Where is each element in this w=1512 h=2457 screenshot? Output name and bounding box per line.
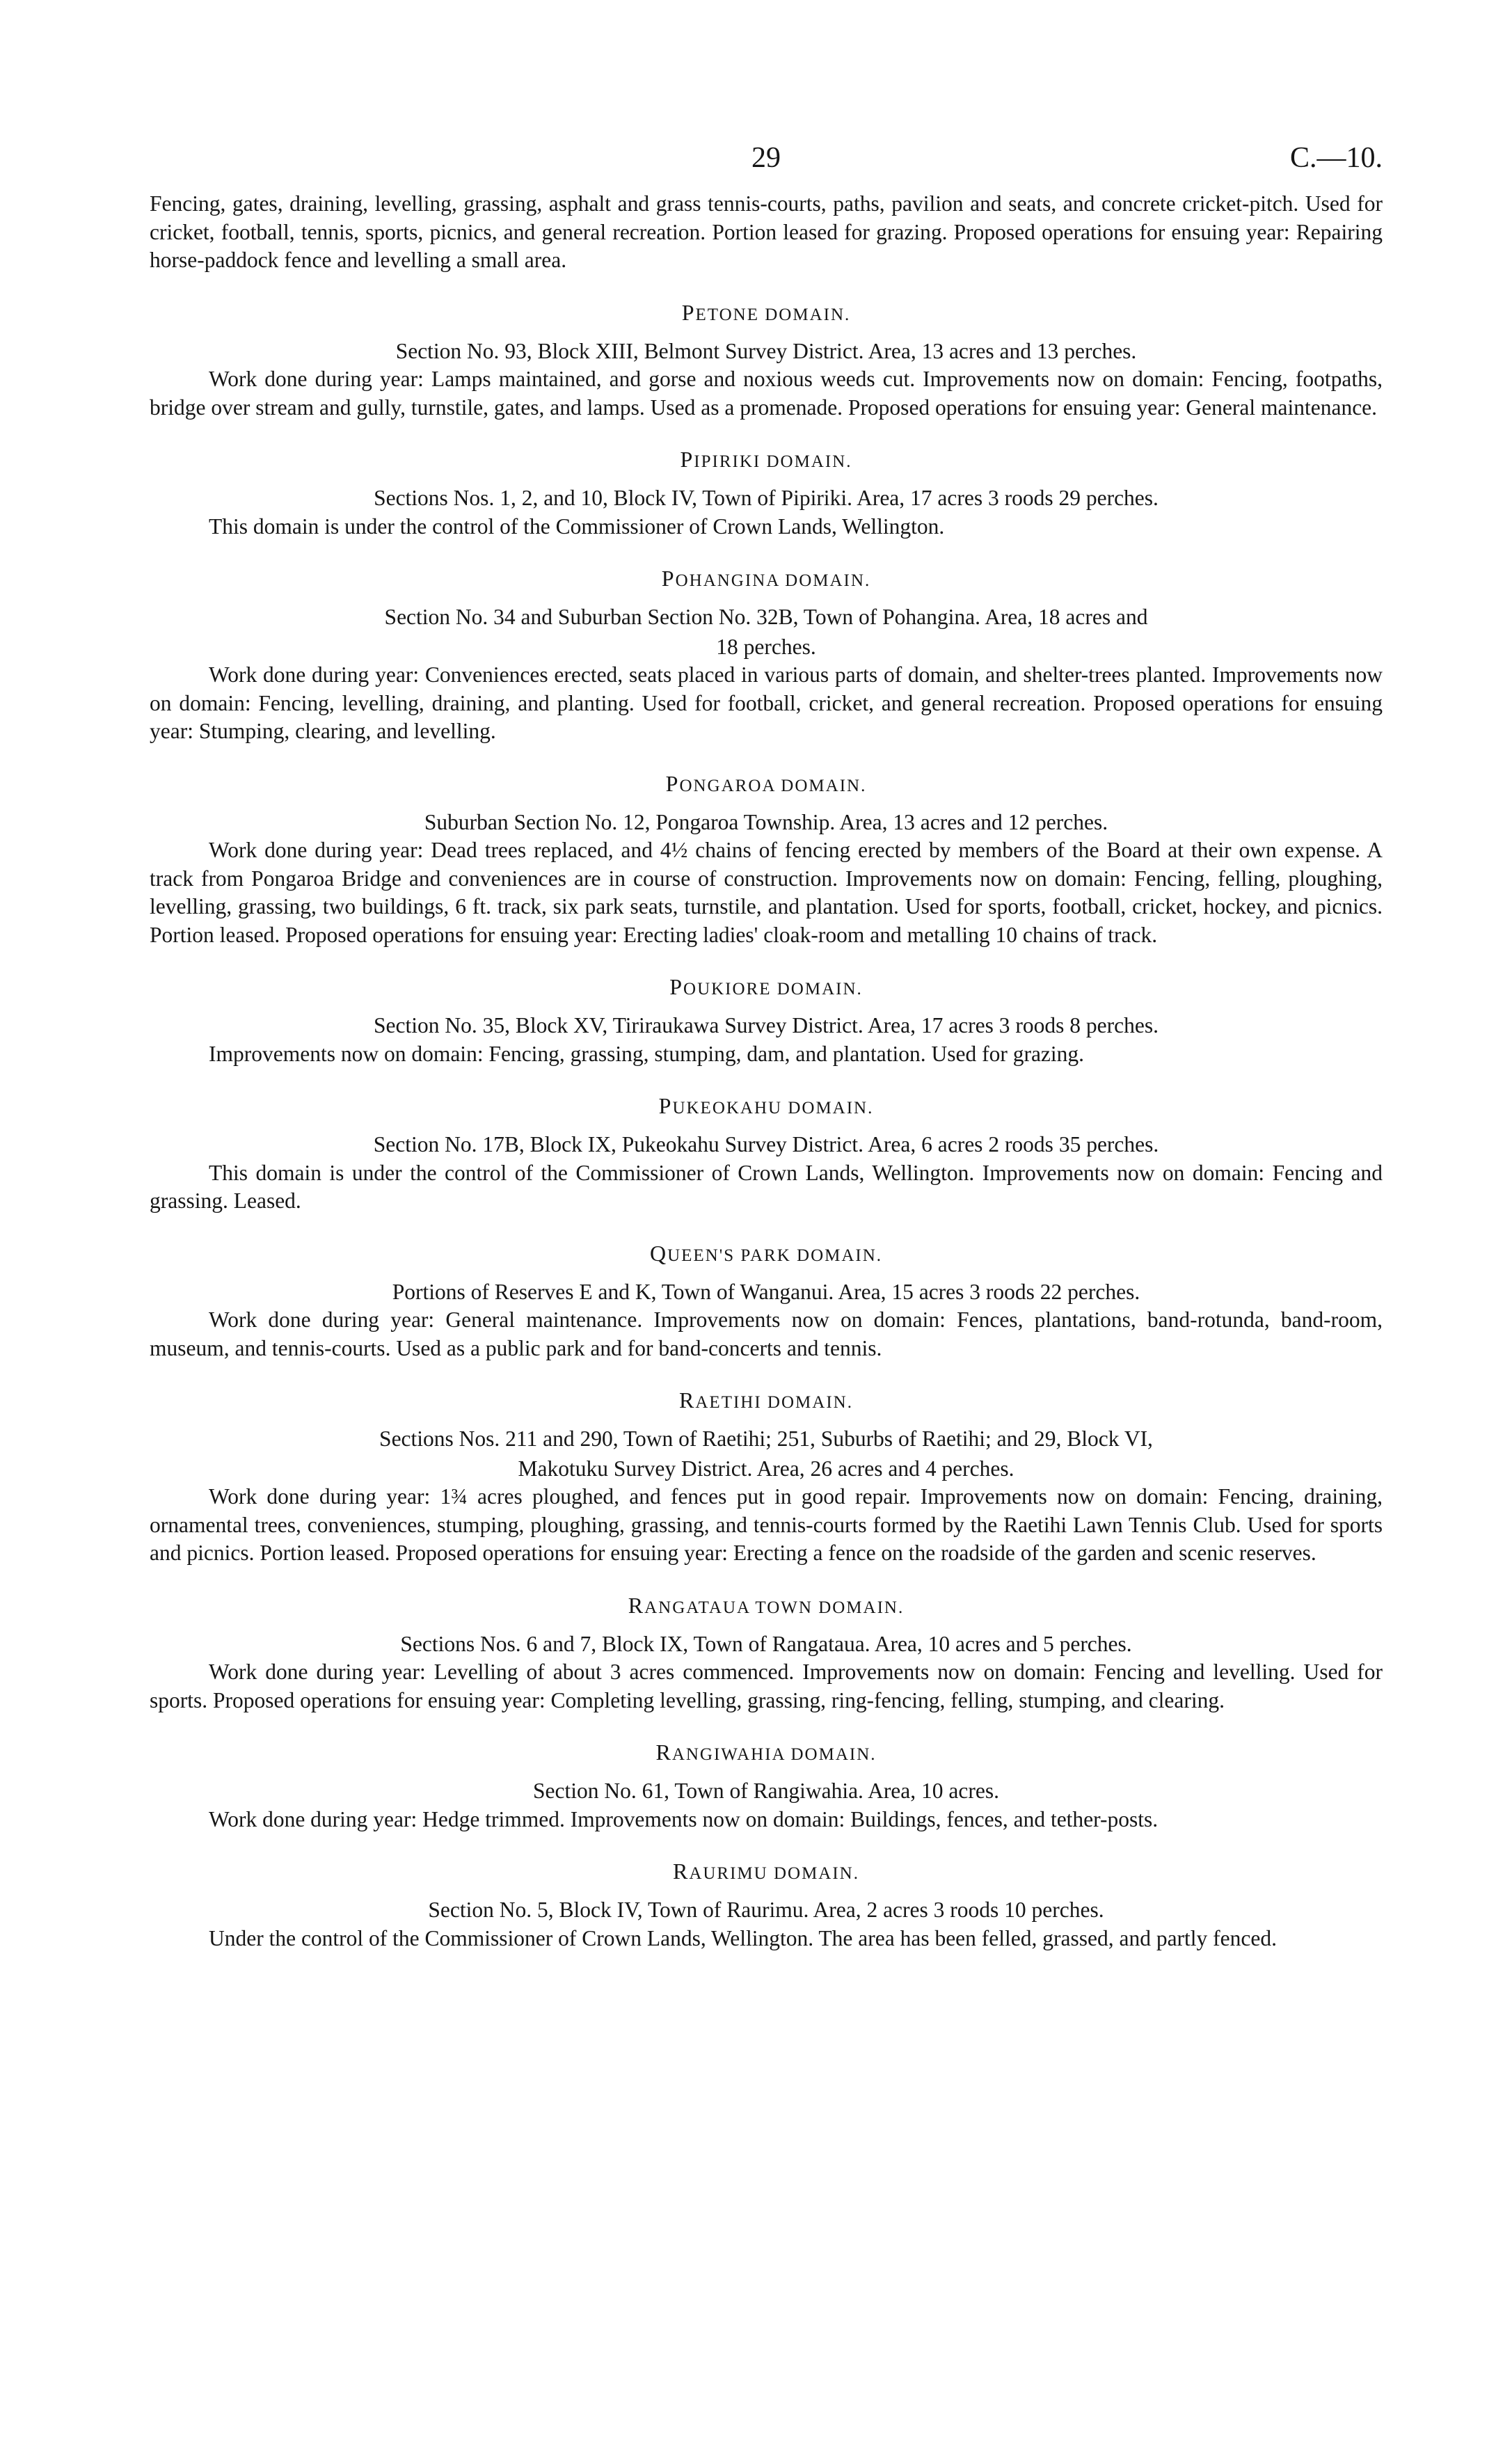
domain-section-rangiwahia: Section No. 61, Town of Rangiwahia. Area, 10 acres. (533, 1779, 999, 1803)
document-page (150, 136, 1383, 2432)
domain-section-cont-raetihi: Makotuku Survey District. Area, 26 acres and 4 perches. (518, 1456, 1014, 1481)
domain-heading-petone: PETONE DOMAIN. (681, 299, 851, 325)
domain-section-raurimu: Section No. 5, Block IV, Town of Raurimu. Area, 2 acres 3 roods 10 perches. (428, 1898, 1104, 1922)
domain-body-rangataua: Work done during year: Levelling of about 3 acres commenced. Improvements now on domain: Fencing and levelling. Used for sports. Proposed operations for ensuing year: Completing levelling, grassing, ring-fencing, felling, stumping, and clearing. (150, 1660, 1383, 1712)
domain-section-poukiore: Section No. 35, Block XV, Tiriraukawa Survey District. Area, 17 acres 3 roods 8 perches. (374, 1013, 1159, 1037)
domain-body-petone: Work done during year: Lamps maintained, and gorse and noxious weeds cut. Improvements now on domain: Fencing, footpaths, bridge over stream and gully, turnstile, gates, and lamps. Used as a promenade. Proposed operations for ensuing year: General maintenance. (150, 367, 1383, 420)
domain-section-pukeokahu: Section No. 17B, Block IX, Pukeokahu Survey District. Area, 6 acres 2 roods 35 perches. (373, 1132, 1159, 1156)
domain-body-queens-park: Work done during year: General maintenance. Improvements now on domain: Fences, plantations, band-rotunda, band-room, museum, and tennis-courts. Used as a public park and for band-concerts and tennis. (150, 1307, 1383, 1360)
document-reference: C.—10. (1289, 142, 1383, 174)
domain-body-pohangina: Work done during year: Conveniences erected, seats placed in various parts of domain, and shelter-trees planted. Improvements now on domain: Fencing, levelling, draining, and planting. Used for football, cricket, and general recreation. Proposed operations for ensuing year: Stumping, clearing, and levelling. (150, 662, 1383, 743)
domain-heading-pipiriki: PIPIRIKI DOMAIN. (680, 447, 852, 472)
domain-section-pohangina: Section No. 34 and Suburban Section No. 32B, Town of Pohangina. Area, 18 acres and (384, 605, 1148, 629)
intro-paragraph: Fencing, gates, draining, levelling, grassing, asphalt and grass tennis-courts, paths, pavilion and seats, and concrete cricket-pitch. Used for cricket, football, tennis, sports, picnics, and general recreation. Portion leased for grazing. Proposed operations for ensuing year: Repairing horse-paddock fence and levelling a small area. (150, 191, 1383, 272)
domain-heading-pongaroa: PONGAROA DOMAIN. (665, 770, 867, 796)
domain-heading-queens-park: QUEEN'S PARK DOMAIN. (649, 1240, 883, 1266)
domain-body-raetihi: Work done during year: 1¾ acres ploughed, and fences put in good repair. Improvements now on domain: Fencing, draining, ornamental trees, conveniences, stumping, ploughing, grassing, and tennis-courts formed by the Raetihi Lawn Tennis Club. Used for sports and picnics. Portion leased. Proposed operations for ensuing year: Erecting a fence on the roadside of the garden and scenic reserves. (150, 1484, 1383, 1565)
domain-body-raurimu: Under the control of the Commissioner of Crown Lands, Wellington. The area has been felled, grassed, and partly fenced. (209, 1925, 1277, 1950)
domain-section-rangataua: Sections Nos. 6 and 7, Block IX, Town of Rangataua. Area, 10 acres and 5 perches. (400, 1631, 1132, 1656)
domain-section-pongaroa: Suburban Section No. 12, Pongaroa Township. Area, 13 acres and 12 perches. (424, 809, 1108, 834)
page-number: 29 (751, 142, 781, 174)
domain-body-pukeokahu: This domain is under the control of the Commissioner of Crown Lands, Wellington. Improvements now on domain: Fencing and grassing. Leased. (150, 1160, 1383, 1213)
domain-heading-rangataua: RANGATAUA TOWN DOMAIN. (628, 1592, 905, 1618)
page-header (150, 136, 1383, 190)
domain-body-pongaroa: Work done during year: Dead trees replaced, and 4½ chains of fencing erected by members of the Board at their own expense. A track from Pongaroa Bridge and conveniences are in course of construction. Improvements now on domain: Fencing, felling, ploughing, levelling, grassing, two buildings, 6 ft. track, six park seats, turnstile, and plantation. Used for sports, football, cricket, hockey, and picnics. Portion leased. Proposed operations for ensuing year: Erecting ladies' cloak-room and metalling 10 chains of track. (150, 838, 1383, 947)
domain-body-poukiore: Improvements now on domain: Fencing, grassing, stumping, dam, and plantation. Used for grazing. (209, 1041, 1085, 1066)
domain-body-rangiwahia: Work done during year: Hedge trimmed. Improvements now on domain: Buildings, fences, and tether-posts. (209, 1806, 1159, 1831)
domain-section-cont-pohangina: 18 perches. (716, 634, 816, 659)
domain-heading-pohangina: POHANGINA DOMAIN. (661, 566, 871, 591)
domain-section-pipiriki: Sections Nos. 1, 2, and 10, Block IV, Town of Pipiriki. Area, 17 acres 3 roods 29 perches. (374, 486, 1159, 510)
domain-section-queens-park: Portions of Reserves E and K, Town of Wanganui. Area, 15 acres 3 roods 22 perches. (392, 1279, 1140, 1304)
domain-body-pipiriki: This domain is under the control of the Commissioner of Crown Lands, Wellington. (209, 514, 945, 539)
domain-heading-pukeokahu: PUKEOKAHU DOMAIN. (658, 1093, 874, 1118)
domain-section-petone: Section No. 93, Block XIII, Belmont Survey District. Area, 13 acres and 13 perches. (395, 338, 1137, 363)
domain-heading-poukiore: POUKIORE DOMAIN. (669, 974, 863, 999)
domain-section-raetihi: Sections Nos. 211 and 290, Town of Raetihi; 251, Suburbs of Raetihi; and 29, Block VI, (379, 1426, 1153, 1451)
domain-heading-raetihi: RAETIHI DOMAIN. (679, 1387, 853, 1413)
domain-heading-raurimu: RAURIMU DOMAIN. (672, 1859, 859, 1884)
domain-heading-rangiwahia: RANGIWAHIA DOMAIN. (655, 1740, 877, 1765)
